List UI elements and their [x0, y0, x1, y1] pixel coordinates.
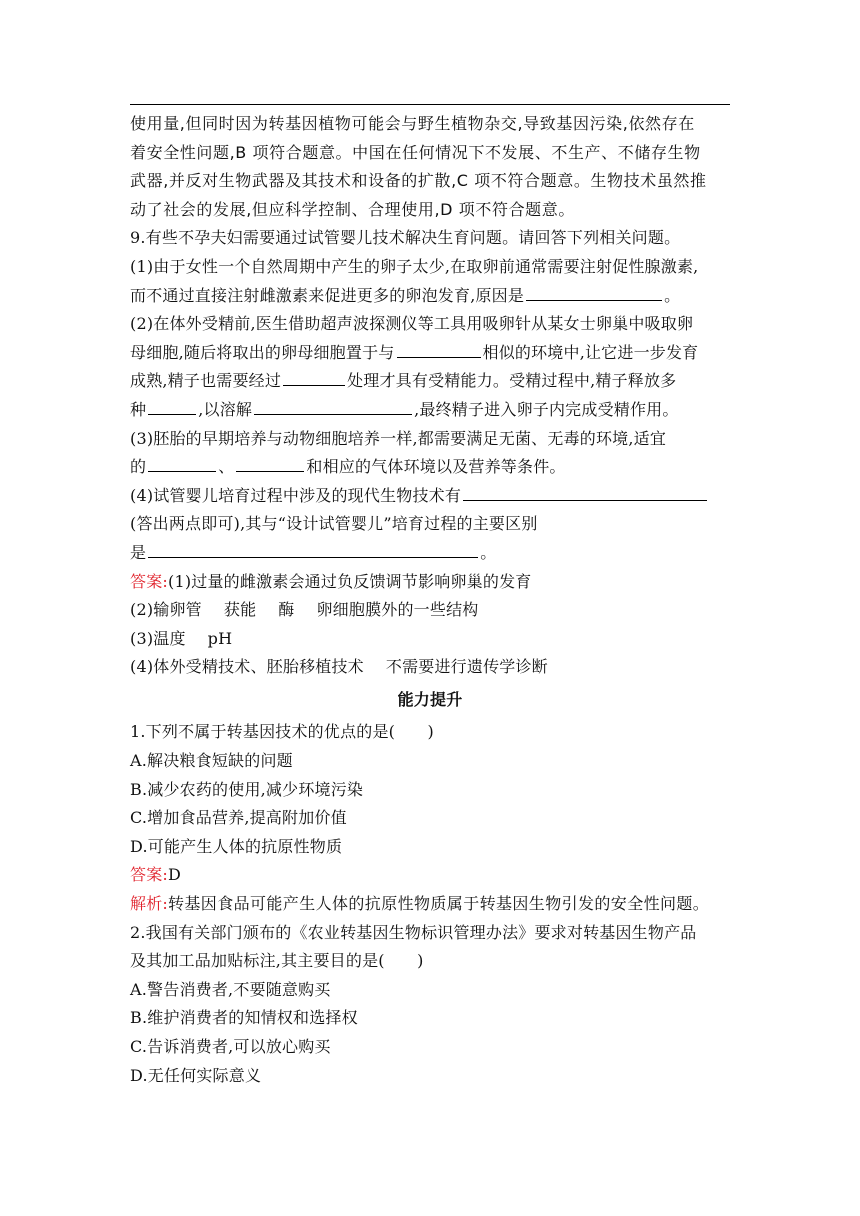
answer-blank	[148, 396, 196, 415]
option-a: A.解决粮食短缺的问题	[130, 751, 293, 771]
q9-part2-text: 相似的环境中,让它进一步发育	[482, 342, 699, 362]
option-d: D.可能产生人体的抗原性物质	[130, 836, 343, 856]
n1-explain: 转基因食品可能产生人体的抗原性物质属于转基因生物引发的安全性问题。	[168, 894, 710, 914]
answer-item: 获能	[223, 600, 257, 620]
prev-explanation-line: 动了社会的发展,但应科学控制、合理使用,D 项不符合题意。	[130, 199, 575, 219]
prev-explanation-line: 武器,并反对生物武器及其技术和设备的扩散,C 项不符合题意。生物技术虽然推	[130, 171, 707, 191]
n2-stem-line: 2.我国有关部门颁布的《农业转基因生物标识管理办法》要求对转基因生物产品	[130, 922, 697, 942]
answer-blank	[526, 282, 662, 301]
option-d: D.无任何实际意义	[130, 1065, 262, 1085]
answer-item: (2)输卵管	[130, 600, 202, 620]
q9-answer-line	[130, 568, 750, 597]
explain-label: 解析:	[130, 894, 168, 914]
period: 。	[480, 542, 497, 562]
q9-part3-text: 的	[130, 457, 147, 477]
document-page	[130, 0, 730, 1216]
q9-part4-text: (4)试管婴儿培育过程中涉及的现代生物技术有	[130, 485, 462, 505]
q9-answer-line	[130, 625, 750, 654]
answer-blank	[236, 453, 304, 472]
header-rule	[130, 104, 730, 105]
q9-part3-text: 和相应的气体环境以及营养等条件。	[306, 457, 566, 477]
q9-part2-text: 母细胞,随后将取出的卵母细胞置于与	[130, 342, 395, 362]
option-a: A.警告消费者,不要随意购买	[130, 979, 331, 999]
answer-item: pH	[207, 628, 233, 648]
q9-part2-line: (2)在体外受精前,医生借助超声波探测仪等工具用吸卵针从某女士卵巢中吸取卵	[130, 314, 694, 334]
answer-label: 答案:	[130, 571, 168, 591]
prev-explanation-line: 使用量,但同时因为转基因植物可能会与野生植物杂交,导致基因污染,依然存在	[130, 114, 695, 133]
answer-blank	[148, 453, 216, 472]
answer-blank	[254, 396, 412, 415]
answer-blank	[463, 482, 707, 501]
section-title: 能力提升	[397, 689, 463, 709]
page-content	[130, 110, 750, 1090]
q9-stem: 9.有些不孕夫妇需要通过试管婴儿技术解决生育问题。请回答下列相关问题。	[130, 228, 681, 248]
q9-part2-text: 成熟,精子也需要经过	[130, 371, 282, 391]
answer-item: 不需要进行遗传学诊断	[385, 657, 548, 677]
q9-answer-line	[130, 653, 750, 682]
q9-part2-text: 处理才具有受精能力。受精过程中,精子释放多	[347, 371, 677, 391]
answer-label: 答案:	[130, 865, 168, 885]
q9-part2-line	[130, 396, 750, 425]
n1-answer-line	[130, 861, 750, 890]
q9-part4-line: (答出两点即可),其与“设计试管婴儿”培育过程的主要区别	[130, 514, 538, 534]
answer-blank	[397, 339, 481, 358]
answer-item: 卵细胞膜外的一些结构	[316, 600, 479, 620]
n2-stem-line: 及其加工品加贴标注,其主要目的是( )	[130, 951, 424, 971]
answer-blank	[283, 367, 345, 386]
q9-part4-line	[130, 539, 750, 568]
answer-item: (4)体外受精技术、胚胎移植技术	[130, 657, 364, 677]
q9-answer-1: (1)过量的雌激素会通过负反馈调节影响卵巢的发育	[168, 571, 532, 591]
q9-part3-line: (3)胚胎的早期培养与动物细胞培养一样,都需要满足无菌、无毒的环境,适宜	[130, 428, 667, 448]
n1-answer: D	[168, 865, 182, 885]
q9-part3-line	[130, 453, 750, 482]
n1-explain-line	[130, 890, 750, 919]
answer-item: (3)温度	[130, 628, 186, 648]
prev-explanation-line: 着安全性问题,B 项符合题意。中国在任何情况下不发展、不生产、不储存生物	[130, 142, 701, 162]
q9-part2-text: ,最终精子进入卵子内完成受精作用。	[414, 399, 679, 419]
q9-part1-line	[130, 282, 750, 311]
option-b: B.减少农药的使用,减少环境污染	[130, 779, 364, 799]
q9-part4-line	[130, 482, 750, 511]
answer-blank	[148, 539, 478, 558]
q9-part2-line	[130, 339, 750, 368]
q9-answer-line	[130, 596, 750, 625]
period: 。	[664, 285, 681, 305]
q9-part2-text: ,以溶解	[198, 399, 253, 419]
q9-part4-text: 是	[130, 542, 147, 562]
q9-part2-line	[130, 367, 750, 396]
q9-part2-text: 种	[130, 399, 147, 419]
answer-item: 酶	[278, 600, 295, 620]
option-b: B.维护消费者的知情权和选择权	[130, 1008, 358, 1028]
option-c: C.告诉消费者,可以放心购买	[130, 1037, 331, 1056]
q9-part1-text: 而不通过直接注射雌激素来促进更多的卵泡发育,原因是	[130, 285, 525, 305]
q9-part3-text: 、	[218, 457, 235, 477]
n1-stem: 1.下列不属于转基因技术的优点的是( )	[130, 722, 434, 742]
q9-part1-line: (1)由于女性一个自然周期中产生的卵子太少,在取卵前通常需要注射促性腺激素,	[130, 256, 699, 276]
option-c: C.增加食品营养,提高附加价值	[130, 808, 347, 828]
